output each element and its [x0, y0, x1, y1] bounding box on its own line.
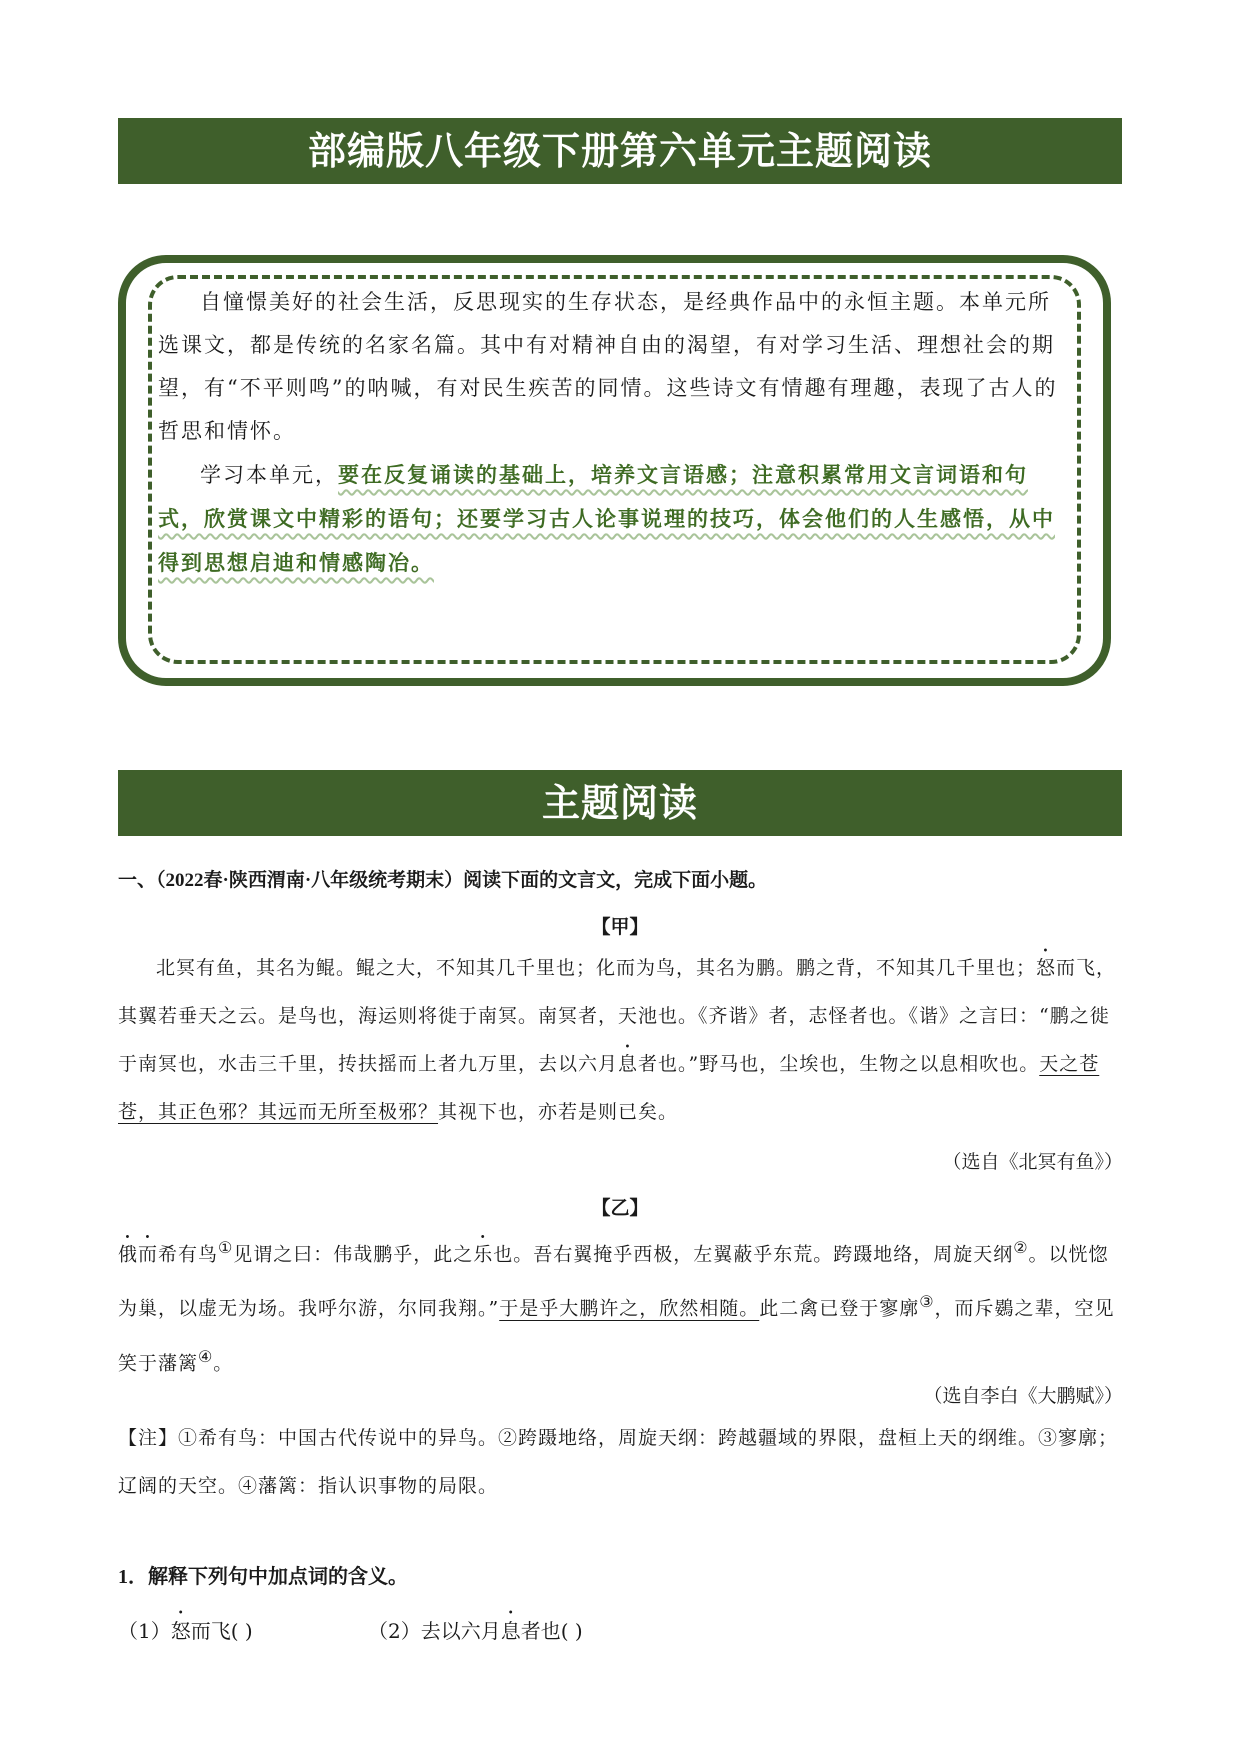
question-1-item-1 — [118, 1608, 253, 1644]
jia-text-3: 者也。”野马也，尘埃也，生物之以息相吹也。 — [638, 1053, 1040, 1075]
section-1-heading: 一、（2022春·陕西渭南·八年级统考期末）阅读下面的文言文，完成下面小题。 — [118, 870, 768, 891]
intro-p2-lead: 学习本单元， — [200, 463, 338, 487]
yi-underlined-sentence: 于是乎大鹏许之，欣然相随。 — [499, 1297, 760, 1320]
footnote-ref-3: ③ — [919, 1292, 935, 1312]
passage-jia-label: 【甲】 — [591, 916, 649, 938]
annotation-notes — [118, 1414, 1128, 1510]
question-1-item-2 — [368, 1608, 583, 1644]
page-title: 部编版八年级下册第六单元主题阅读 — [307, 129, 932, 173]
passage-yi-text — [118, 1224, 1128, 1387]
footnote-ref-4: ④ — [198, 1346, 214, 1366]
q1-item2-text: （2）去以六月 — [368, 1619, 501, 1643]
q1-item2-dotted-word: 息 — [500, 1619, 521, 1643]
question-1-title: 1．解释下列句中加点词的含义。 — [118, 1566, 408, 1588]
yi-text-3: 也。吾右翼掩乎西极，左翼蔽乎东荒。跨蹑地络，周旋天纲 — [493, 1243, 1014, 1266]
yi-dotted-word-le: 乐 — [473, 1243, 494, 1266]
footnote-ref-2: ② — [1013, 1238, 1029, 1257]
yi-text-2: 见谓之曰：伟哉鹏乎，此之 — [233, 1243, 474, 1266]
jia-dotted-word-xi: 息 — [618, 1053, 639, 1075]
passage-jia-source: （选自《北冥有鱼》） — [942, 1151, 1123, 1173]
passage-jia-text — [118, 944, 1128, 1136]
yi-text-5: 此二禽已登于寥廓 — [759, 1297, 920, 1320]
q1-item2-answer-blank[interactable]: 者也( ) — [520, 1619, 583, 1643]
q1-item1-answer-blank[interactable]: 而飞( ) — [190, 1619, 253, 1643]
q1-item1-dotted-word: 怒 — [170, 1619, 191, 1643]
theme-reading-title: 主题阅读 — [541, 781, 698, 825]
jia-underlined-sentence: 天之苍苍，其正色邪？其远而无所至极邪？ — [118, 1053, 1100, 1123]
passage-yi-source: （选自李白《大鹏赋》） — [923, 1385, 1123, 1407]
yi-text-4: 。以恍惚为巢，以虚无为场。我呼尔游，尔同我翔。” — [118, 1243, 1109, 1320]
yi-text-6: ，而斥鷃之辈，空见笑于藩篱 — [118, 1297, 1115, 1374]
footnote-ref-1: ① — [218, 1238, 234, 1257]
yi-dotted-word-ee: 俄而 — [118, 1243, 159, 1266]
yi-text-1: 希有鸟 — [158, 1243, 219, 1266]
unit-intro-box — [118, 255, 1111, 686]
passage-jia — [118, 944, 1128, 1136]
jia-text-4: 其视下也，亦若是则已矣。 — [438, 1101, 679, 1123]
jia-text-2: 而飞，其翼若垂天之云。是鸟也，海运则将徙于南冥。南冥者，天池也。《齐谐》者，志怪者也。《谐》之言曰：“鹏之徙于南冥也，水击三千里，抟扶摇而上者九万里，去以六月 — [118, 957, 1117, 1075]
unit-intro-text — [158, 281, 1064, 585]
intro-paragraph-1: 自憧憬美好的社会生活，反思现实的生存状态，是经典作品中的永恒主题。本单元所选课文，都是传统的名家名篇。其中有对精神自由的渴望，有对学习生活、理想社会的期望，有“不平则鸣”的呐喊，有对民生疾苦的同情。这些诗文有情趣有理趣，表现了古人的哲思和情怀。 — [158, 290, 1058, 443]
notes-text: 【注】①希有鸟：中国古代传说中的异鸟。②跨蹑地络，周旋天纲：跨越疆域的界限，盘桓上天的纲维。③寥廓；辽阔的天空。④藩篱：指认识事物的局限。 — [118, 1427, 1119, 1497]
passage-yi — [118, 1224, 1128, 1387]
jia-text-1: 北冥有鱼，其名为鲲。鲲之大，不知其几千里也；化而为鸟，其名为鹏。鹏之背，不知其几千里也； — [156, 957, 1037, 979]
intro-p2-highlight: 要在反复诵读的基础上，培养文言语感；注意积累常用文言词语和句式，欣赏课文中精彩的语句；还要学习古人论事说理的技巧，体会他们的人生感悟，从中得到思想启迪和情感陶冶。 — [158, 462, 1055, 575]
q1-item1-number: （1） — [118, 1619, 171, 1643]
intro-paragraph-2 — [158, 453, 1064, 585]
page-title-banner — [118, 118, 1122, 184]
yi-text-7: 。 — [213, 1351, 234, 1374]
passage-yi-label: 【乙】 — [591, 1197, 649, 1219]
theme-reading-banner — [118, 770, 1122, 836]
jia-dotted-word-nu: 怒 — [1036, 957, 1057, 979]
